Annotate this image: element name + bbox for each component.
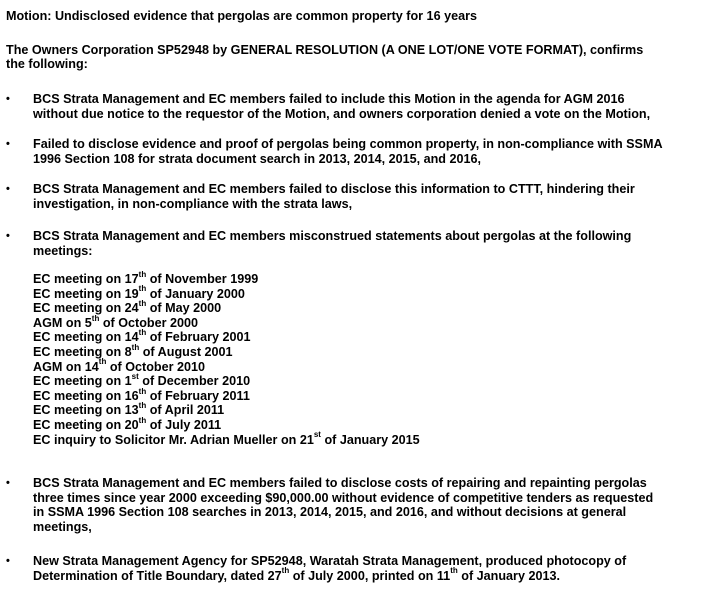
bullet-icon: • <box>6 183 10 195</box>
meeting-entry: AGM on 5th of October 2000 <box>33 313 199 330</box>
list-item-text: 1996 Section 108 for strata document search in 2013, 2014, 2015, and 2016, <box>33 151 482 166</box>
meeting-entry: EC meeting on 1st of December 2010 <box>33 371 251 389</box>
meeting-entry: EC meeting on 8th of August 2001 <box>33 342 233 359</box>
list-item-text: New Strata Management Agency for SP52948, Waratah Strata Management, produced photocopy of <box>33 554 627 568</box>
list-item-text: BCS Strata Management and EC members failed to disclose this information to CTTT, hindering their <box>33 182 635 196</box>
meetings-list <box>33 269 420 447</box>
intro-line-1: The Owners Corporation SP52948 by GENERAL RESOLUTION (A ONE LOT/ONE VOTE FORMAT), confirms <box>6 43 644 57</box>
list-item-text: Failed to disclose evidence and proof of pergolas being common property, in non-compliance with SSMA <box>33 137 663 151</box>
meeting-entry: EC meeting on 24th of May 2000 <box>33 299 222 316</box>
meeting-entry: EC meeting on 16th of February 2011 <box>33 386 250 403</box>
meeting-entry: EC meeting on 17th of November 1999 <box>33 269 259 286</box>
meeting-entry: EC inquiry to Solicitor Mr. Adrian Mueller on 21st of January 2015 <box>33 430 420 447</box>
meeting-entry: EC meeting on 13th of April 2011 <box>33 401 225 418</box>
list-item-text: meetings: <box>33 243 93 258</box>
list-item-text: BCS Strata Management and EC members failed to disclose costs of repairing and repainting pergolas <box>33 476 647 490</box>
intro-line-2: the following: <box>6 57 88 71</box>
bullet-icon: • <box>6 555 10 567</box>
list-item-text: investigation, in non-compliance with the strata laws, <box>33 196 353 211</box>
meeting-entry: EC meeting on 19th of January 2000 <box>33 284 245 301</box>
meeting-entry: AGM on 14th of October 2010 <box>33 357 206 374</box>
list-item-text: BCS Strata Management and EC members misconstrued statements about pergolas at the following <box>33 229 632 243</box>
bullet-icon: • <box>6 477 10 489</box>
motion-title: Motion: Undisclosed evidence that pergolas are common property for 16 years <box>6 9 477 23</box>
bullet-icon: • <box>6 93 10 105</box>
list-item-text: meetings, <box>33 519 92 534</box>
list-item-text: in SSMA 1996 Section 108 searches in 2013, 2014, 2015, and 2016, and without decisions at general <box>33 505 627 520</box>
list-item-text: three times since year 2000 exceeding $90,000.00 without evidence of competitive tenders as requested <box>33 490 654 505</box>
meeting-entry: EC meeting on 20th of July 2011 <box>33 415 222 432</box>
bullet-icon: • <box>6 138 10 150</box>
list-item-text: Determination of Title Boundary, dated 27th of July 2000, printed on 11th of January 2013. <box>33 566 560 583</box>
list-item-text: BCS Strata Management and EC members failed to include this Motion in the agenda for AGM 2016 <box>33 92 625 106</box>
bullet-icon: • <box>6 230 10 242</box>
meeting-entry: EC meeting on 14th of February 2001 <box>33 328 251 345</box>
list-item-text: without due notice to the requestor of the Motion, and owners corporation denied a vote on the Motion, <box>33 106 651 121</box>
